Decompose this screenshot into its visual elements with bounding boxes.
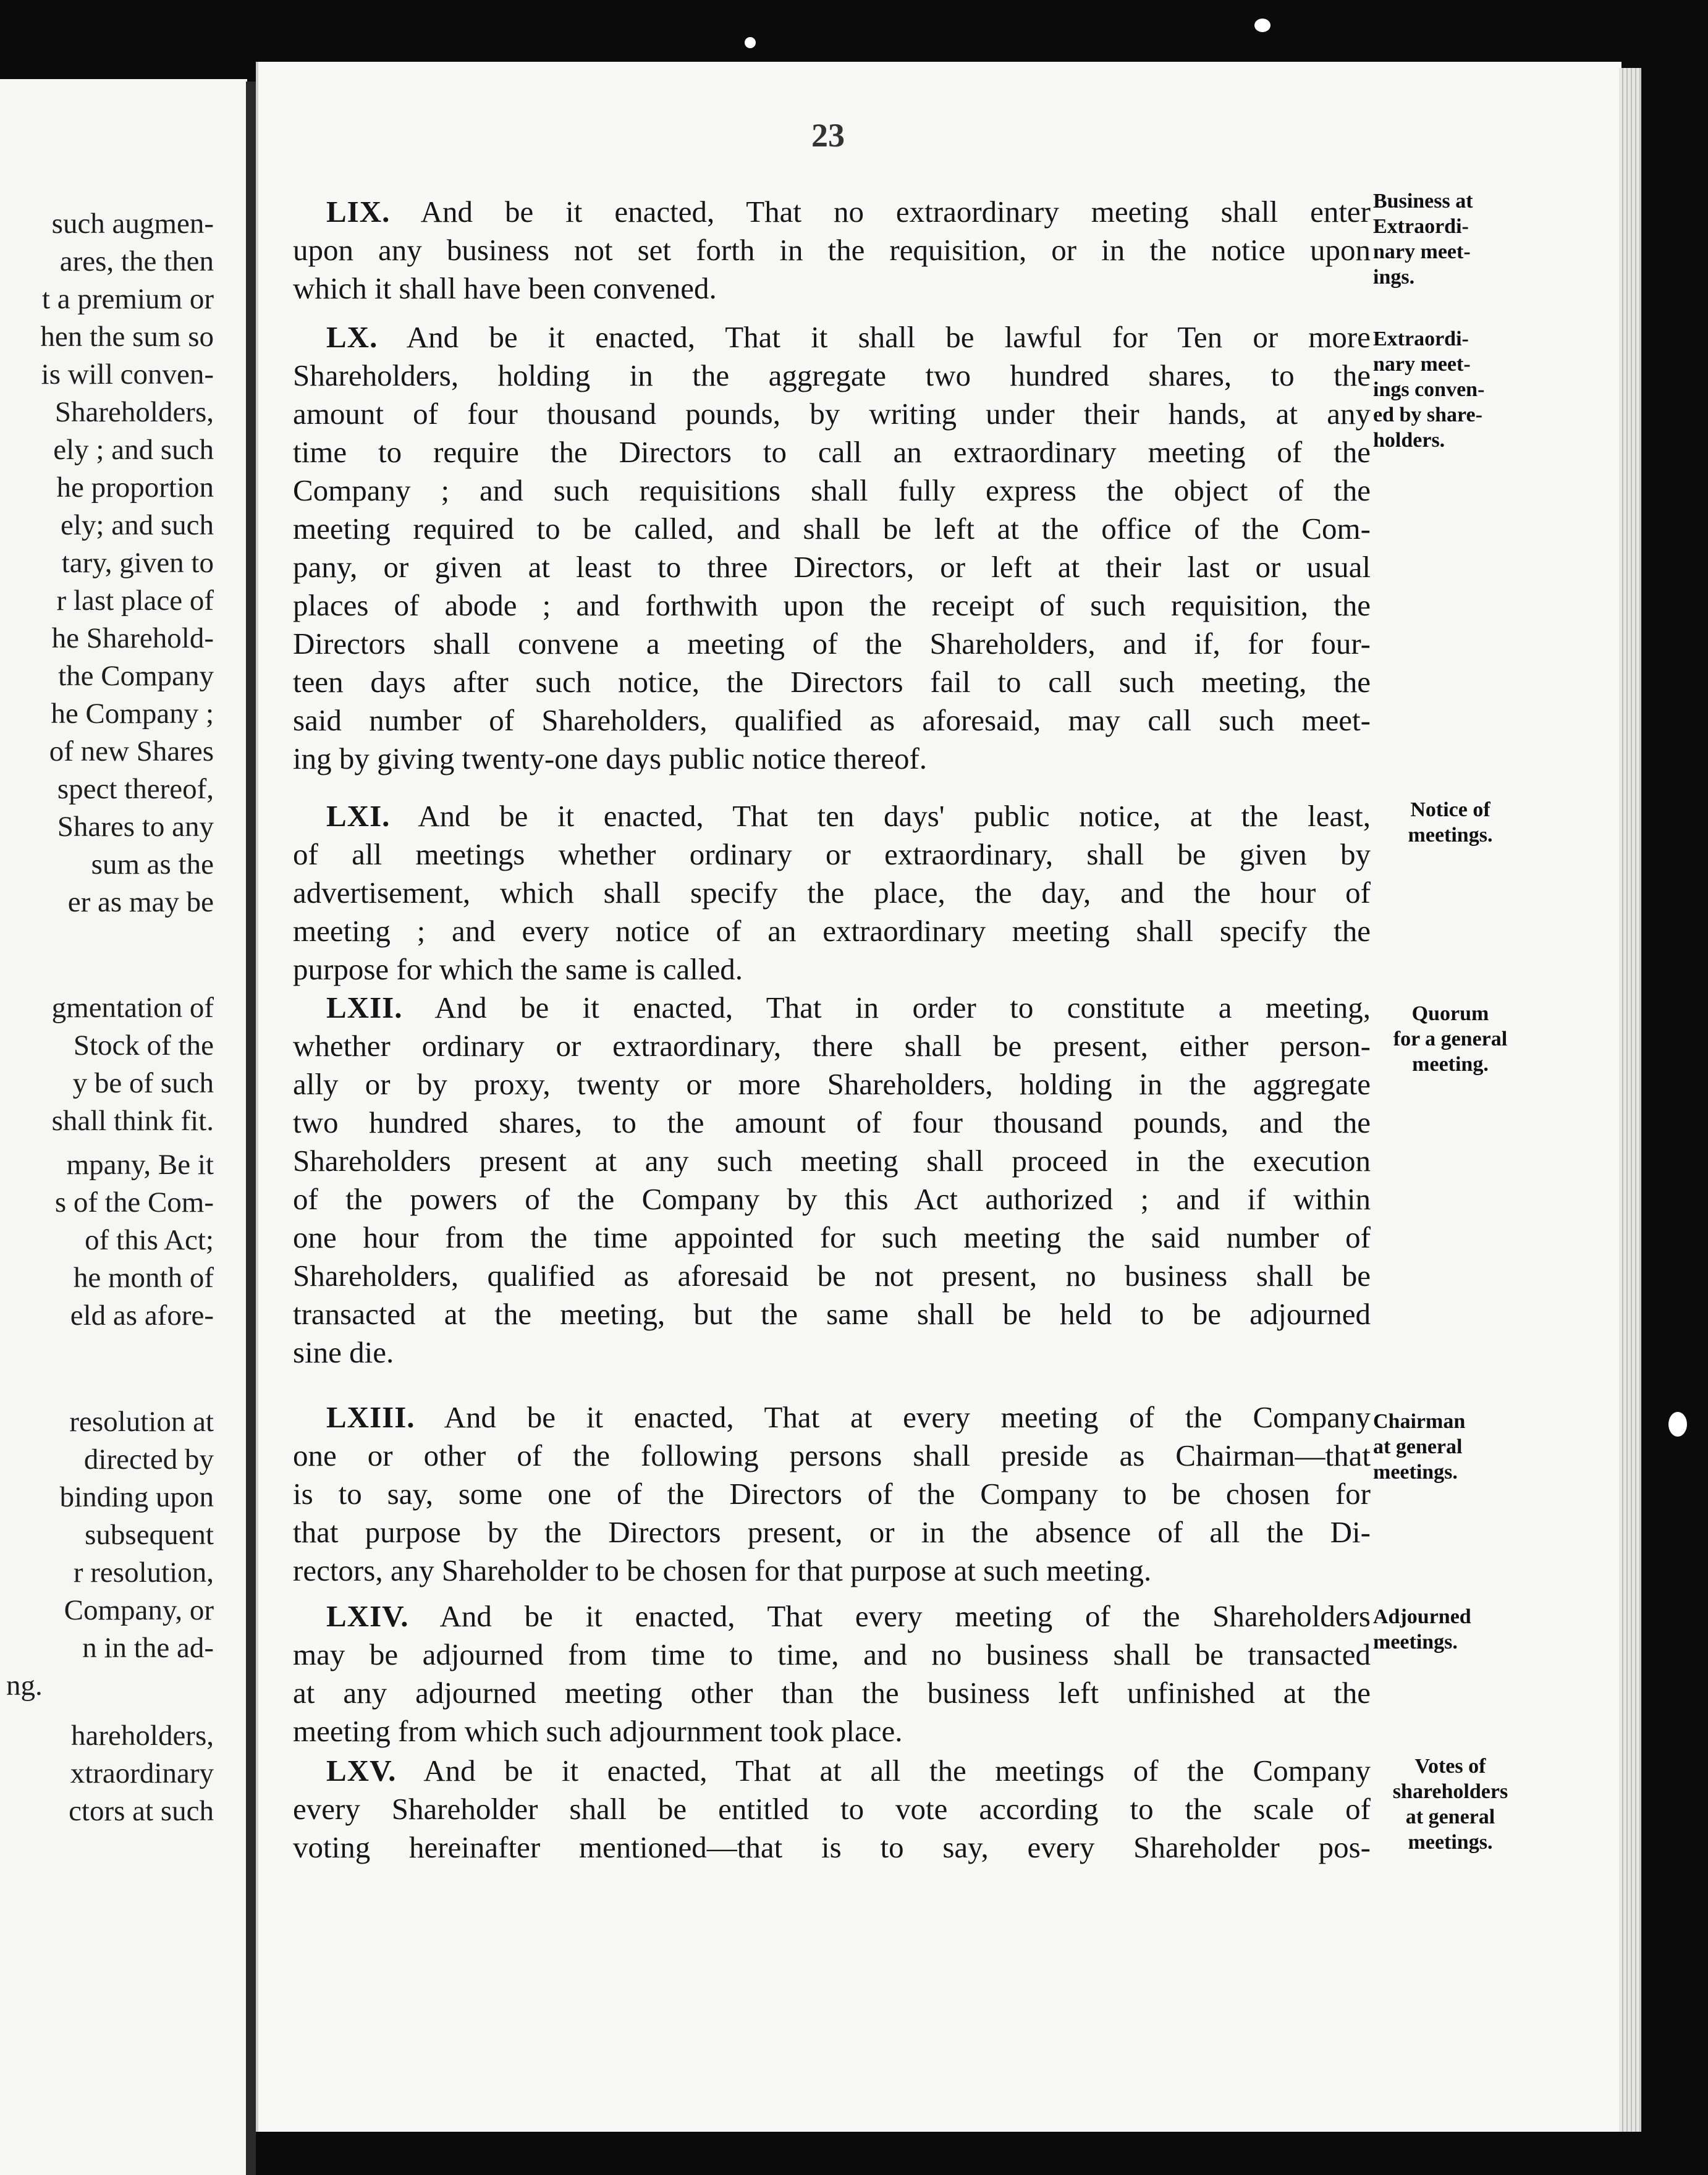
- section-text: And be it enacted, That it shall be lawful for Ten or more: [406, 320, 1371, 354]
- margin-note-line: Chairman: [1373, 1410, 1466, 1433]
- section-line: transacted at the meeting, but the same shall be held to be adjourned: [293, 1297, 1371, 1331]
- section-line: at any adjourned meeting other than the business left unfinished at the: [293, 1676, 1371, 1710]
- section-line: time to require the Directors to call an extraordinary meeting of the: [293, 435, 1371, 469]
- section-text: And be it enacted, That at every meeting of the Company: [444, 1400, 1371, 1434]
- left-page-line: y be of such: [72, 1067, 214, 1099]
- dust-speck: [745, 37, 756, 48]
- section-number: LIX.: [326, 195, 391, 229]
- page-number: 23: [811, 117, 845, 154]
- left-page-line: eld as afore-: [70, 1299, 214, 1332]
- section-first-line: [326, 1597, 1371, 1636]
- section-line: every Shareholder shall be entitled to vote according to the scale of: [293, 1792, 1371, 1826]
- left-page-line: spect thereof,: [57, 773, 214, 805]
- margin-note-line: ings.: [1373, 266, 1415, 289]
- margin-note-line: meetings.: [1408, 824, 1493, 847]
- section-number: LX.: [326, 320, 378, 354]
- section-number: LXII.: [326, 990, 403, 1024]
- left-page-line: resolution at: [69, 1406, 214, 1438]
- section-number: LXV.: [326, 1754, 397, 1788]
- left-page-line: ng.: [6, 1670, 43, 1702]
- left-page-line: n in the ad-: [82, 1632, 214, 1664]
- margin-note-line: nary meet-: [1373, 240, 1471, 263]
- section-text: And be it enacted, That no extraordinary meeting shall enter: [420, 195, 1371, 229]
- left-page-line: mpany, Be it: [66, 1149, 214, 1181]
- section-line: one hour from the time appointed for such meeting the said number of: [293, 1220, 1371, 1254]
- section-line: may be adjourned from time to time, and no business shall be transacted: [293, 1637, 1371, 1671]
- left-page-line: ctors at such: [69, 1795, 214, 1827]
- dust-speck: [1254, 19, 1270, 32]
- section-line: whether ordinary or extraordinary, there shall be present, either person-: [293, 1029, 1371, 1063]
- left-page-line: xtraordinary: [70, 1757, 214, 1789]
- margin-note-line: meetings.: [1408, 1831, 1493, 1854]
- left-page-line: he Sharehold-: [51, 622, 214, 654]
- left-page-line: of new Shares: [49, 735, 214, 767]
- left-page-line: subsequent: [85, 1519, 214, 1551]
- section-line: sine die.: [293, 1335, 394, 1369]
- section-text: And be it enacted, That ten days' public notice, at the least,: [418, 799, 1371, 833]
- margin-note-line: meetings.: [1373, 1631, 1458, 1653]
- section-line: Company ; and such requisitions shall fully express the object of the: [293, 473, 1371, 507]
- margin-note-line: holders.: [1373, 429, 1445, 452]
- left-page-line: s of the Com-: [54, 1186, 214, 1218]
- section-first-line: [326, 797, 1371, 835]
- left-page-line: directed by: [83, 1443, 214, 1476]
- margin-note-line: at general: [1405, 1805, 1495, 1828]
- section-line: rectors, any Shareholder to be chosen for that purpose at such meeting.: [293, 1553, 1152, 1587]
- left-page-line: hareholders,: [71, 1720, 214, 1752]
- left-page-line: sum as the: [91, 848, 214, 881]
- left-page-line: shall think fit.: [51, 1105, 214, 1137]
- left-page-line: ely ; and such: [53, 434, 214, 466]
- margin-note-line: Notice of: [1410, 798, 1490, 821]
- section-line: Shareholders present at any such meeting shall proceed in the execution: [293, 1144, 1371, 1178]
- section-line: two hundred shares, to the amount of four thousand pounds, and the: [293, 1105, 1371, 1139]
- section-line: ally or by proxy, twenty or more Shareholders, holding in the aggregate: [293, 1067, 1371, 1101]
- margin-note-line: nary meet-: [1373, 353, 1471, 376]
- margin-note-line: for a general: [1393, 1028, 1508, 1050]
- left-page-line: gmentation of: [51, 992, 214, 1024]
- section-line: Shareholders, holding in the aggregate two hundred shares, to the: [293, 358, 1371, 392]
- margin-note-line: ings conven-: [1373, 378, 1485, 401]
- section-line: that purpose by the Directors present, or in the absence of all the Di-: [293, 1515, 1371, 1549]
- section-line: places of abode ; and forthwith upon the receipt of such requisition, the: [293, 588, 1371, 622]
- section-line: pany, or given at least to three Directors, or left at their last or usual: [293, 550, 1371, 584]
- left-page-line: Company, or: [64, 1594, 214, 1626]
- left-page-line: r resolution,: [73, 1556, 214, 1589]
- section-line: one or other of the following persons shall preside as Chairman—that: [293, 1438, 1371, 1472]
- left-page-line: is will conven-: [41, 358, 214, 391]
- left-page-line: he Company ;: [51, 698, 214, 730]
- section-line: amount of four thousand pounds, by writing under their hands, at any: [293, 397, 1371, 431]
- section-line: meeting required to be called, and shall be left at the office of the Com-: [293, 512, 1371, 546]
- left-page-line: er as may be: [67, 886, 214, 918]
- left-page-line: t a premium or: [41, 283, 214, 315]
- margin-note-line: Quorum: [1411, 1002, 1489, 1025]
- section-line: which it shall have been convened.: [293, 271, 717, 305]
- left-page-line: ares, the then: [59, 245, 214, 277]
- section-line: is to say, some one of the Directors of the Company to be chosen for: [293, 1477, 1371, 1511]
- section-first-line: [326, 318, 1371, 357]
- section-line: of the powers of the Company by this Act authorized ; and if within: [293, 1182, 1371, 1216]
- section-text: And be it enacted, That every meeting of the Shareholders: [439, 1599, 1371, 1633]
- left-page-line: tary, given to: [61, 547, 214, 579]
- margin-note-line: meetings.: [1373, 1461, 1458, 1484]
- left-page-line: Shareholders,: [54, 396, 214, 428]
- margin-note-line: meeting.: [1412, 1053, 1489, 1076]
- left-page-line: he proportion: [56, 471, 214, 504]
- section-line: Directors shall convene a meeting of the Shareholders, and if, for four-: [293, 627, 1371, 661]
- section-number: LXIV.: [326, 1599, 409, 1633]
- section-line: advertisement, which shall specify the place, the day, and the hour of: [293, 876, 1371, 910]
- section-first-line: [326, 1752, 1371, 1790]
- section-line: Shareholders, qualified as aforesaid be not present, no business shall be: [293, 1259, 1371, 1293]
- section-number: LXIII.: [326, 1400, 415, 1434]
- left-page-line: r last place of: [56, 585, 214, 617]
- section-line: purpose for which the same is called.: [293, 952, 743, 986]
- section-line: ing by giving twenty-one days public notice thereof.: [293, 741, 928, 775]
- section-text: And be it enacted, That at all the meetings of the Company: [423, 1754, 1371, 1788]
- section-line: upon any business not set forth in the requisition, or in the notice upon: [293, 233, 1371, 267]
- margin-note-line: shareholders: [1392, 1780, 1508, 1803]
- margin-note-line: Extraordi-: [1373, 327, 1469, 350]
- margin-note-line: Votes of: [1414, 1755, 1486, 1778]
- section-first-line: [326, 193, 1371, 231]
- section-line: meeting from which such adjournment took place.: [293, 1714, 903, 1748]
- section-line: of all meetings whether ordinary or extraordinary, shall be given by: [293, 837, 1371, 871]
- book-gutter: [246, 82, 256, 2175]
- margin-note-line: Business at: [1373, 190, 1473, 213]
- margin-note-line: Extraordi-: [1373, 215, 1469, 238]
- left-page-line: Stock of the: [73, 1029, 214, 1062]
- section-line: said number of Shareholders, qualified as aforesaid, may call such meet-: [293, 703, 1371, 737]
- section-text: And be it enacted, That in order to constitute a meeting,: [434, 990, 1371, 1024]
- left-page-line: hen the sum so: [40, 321, 214, 353]
- left-page-line: ely; and such: [61, 509, 214, 541]
- left-page-line: Shares to any: [57, 811, 214, 843]
- section-first-line: [326, 989, 1371, 1027]
- section-line: meeting ; and every notice of an extraordinary meeting shall specify the: [293, 914, 1371, 948]
- section-first-line: [326, 1398, 1371, 1437]
- section-line: voting hereinafter mentioned—that is to say, every Shareholder pos-: [293, 1830, 1371, 1864]
- left-page-line: the Company: [58, 660, 214, 692]
- left-page-line: he month of: [73, 1262, 214, 1294]
- dust-speck: [1668, 1412, 1687, 1437]
- margin-note-line: at general: [1373, 1435, 1463, 1458]
- left-page-line: binding upon: [59, 1481, 214, 1513]
- left-page-line: of this Act;: [85, 1224, 214, 1256]
- section-number: LXI.: [326, 799, 391, 833]
- left-page-line: such augmen-: [51, 208, 214, 240]
- margin-note-line: Adjourned: [1373, 1605, 1471, 1628]
- page-edges: [1619, 68, 1641, 2132]
- section-line: teen days after such notice, the Directors fail to call such meeting, the: [293, 665, 1371, 699]
- margin-note-line: ed by share-: [1373, 403, 1482, 426]
